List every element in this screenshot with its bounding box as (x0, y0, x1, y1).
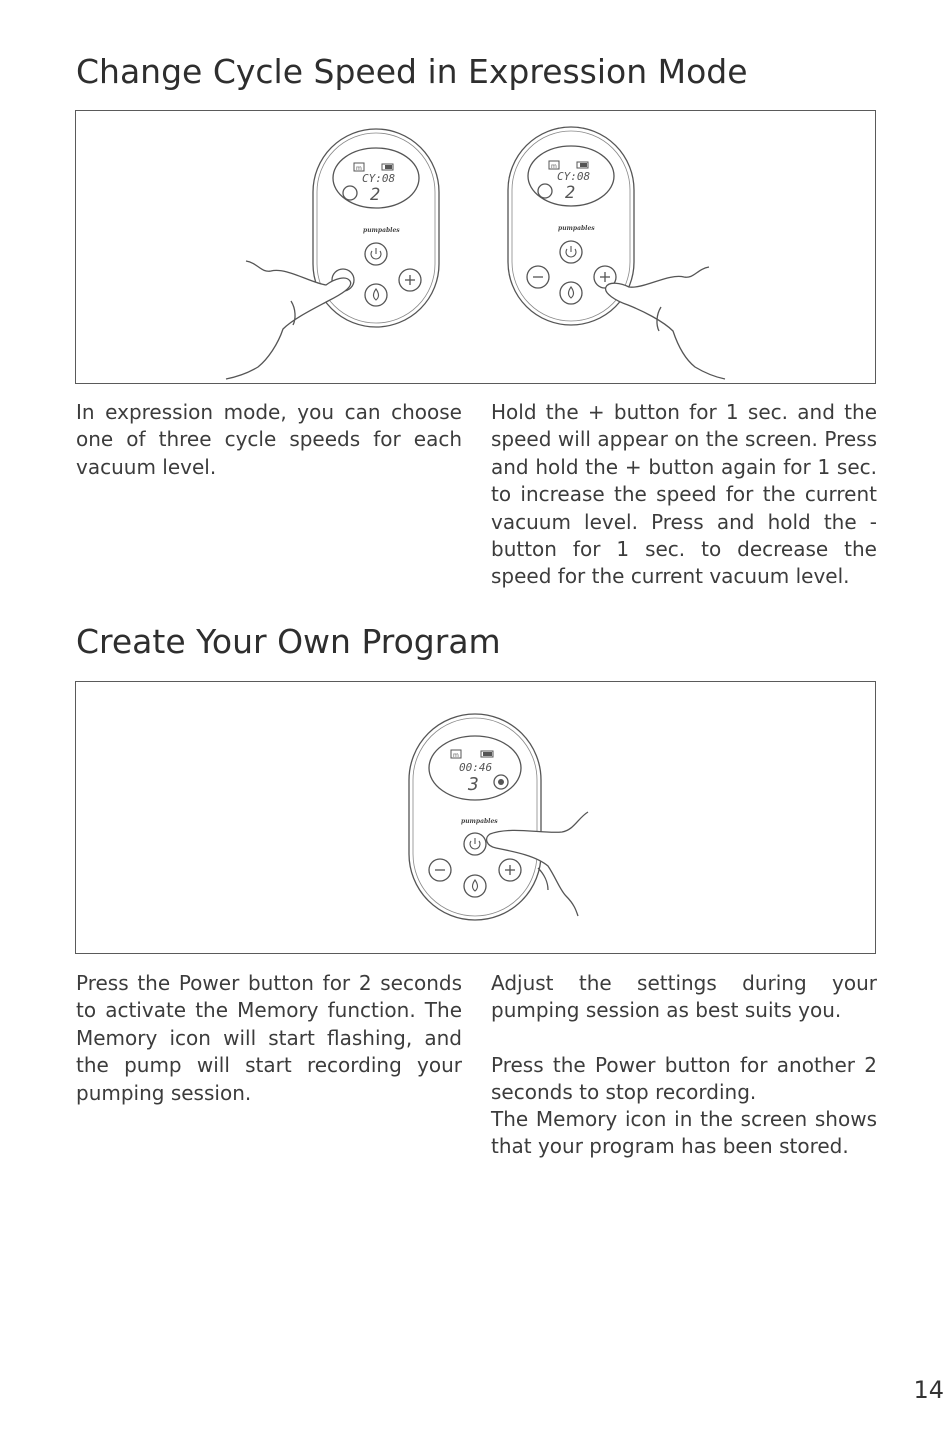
plus-icon (499, 859, 521, 881)
display-time-memory: 00:46 (459, 761, 493, 774)
minus-icon (527, 266, 549, 288)
droplet-icon (365, 284, 387, 306)
page-number: 14 (913, 1376, 944, 1404)
display-level-right: 2 (565, 183, 576, 203)
droplet-icon (560, 282, 582, 304)
brand-logo-memory: pumpables (461, 818, 498, 825)
brand-logo-right: pumpables (558, 225, 595, 232)
pump-device-memory (409, 714, 541, 920)
illustration-cycle-speed (76, 111, 877, 385)
battery-icon (481, 751, 493, 757)
display-time-right: CY:08 (557, 170, 591, 183)
display-level-left: 2 (370, 185, 381, 205)
display-level-memory: 3 (468, 774, 479, 795)
section-title-cycle-speed: Change Cycle Speed in Expression Mode (76, 52, 748, 91)
droplet-icon (464, 875, 486, 897)
section-title-own-program: Create Your Own Program (76, 622, 501, 661)
svg-text:m: m (551, 163, 557, 170)
battery-icon (577, 162, 588, 168)
paragraph-cycle-intro: In expression mode, you can choose one of three cycle speeds for each vacuum level. (76, 400, 462, 479)
power-icon (464, 833, 486, 855)
svg-text:m: m (356, 165, 362, 172)
figure-own-program (75, 681, 876, 954)
paragraph-adjust-settings: Adjust the settings during your pumping session as best suits you. (491, 971, 877, 1023)
memory-icon (451, 750, 461, 759)
power-icon (365, 243, 387, 265)
minus-icon (429, 859, 451, 881)
display-time-left: CY:08 (362, 172, 396, 185)
paragraph-cycle-instructions: Hold the + button for 1 sec. and the speed will appear on the screen. Press and hold the + button again for 1 sec. to increase the speed for the current vacuum level. Press and hold the - button for 1 sec. to decrease the speed for the current vacuum level. (491, 400, 877, 589)
power-icon (560, 241, 582, 263)
brand-logo-left: pumpables (363, 227, 400, 234)
paragraph-program-stored: The Memory icon in the screen shows that your program has been stored. (491, 1107, 877, 1159)
hand-icon (494, 775, 508, 789)
svg-text:m: m (453, 752, 459, 759)
hand-icon (538, 184, 552, 198)
memory-icon (354, 163, 364, 172)
finger-right (606, 267, 725, 379)
figure-cycle-speed (75, 110, 876, 384)
memory-icon (549, 161, 559, 170)
battery-icon (382, 164, 393, 170)
hand-icon (343, 186, 357, 200)
paragraph-memory-activate: Press the Power button for 2 seconds to activate the Memory function. The Memory icon will start flashing, and the pump will start recording your pumping session. (76, 971, 462, 1105)
paragraph-stop-recording: Press the Power button for another 2 seconds to stop recording. (491, 1053, 877, 1105)
plus-icon (399, 269, 421, 291)
illustration-own-program (76, 682, 877, 955)
